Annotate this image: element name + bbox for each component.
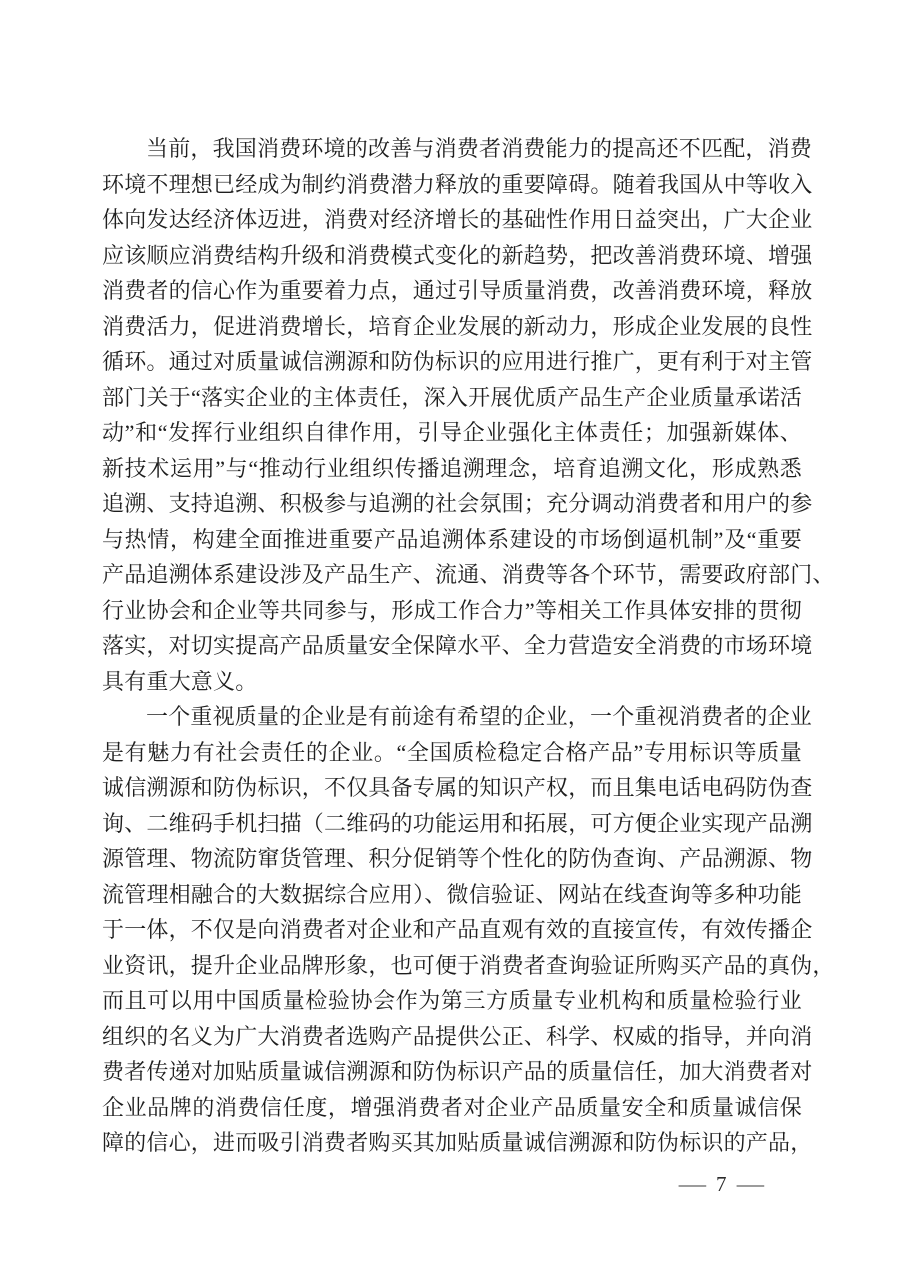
text-line: 源管理、物流防窜货管理、积分促销等个性化的防伪查询、产品溯源、物 <box>102 846 813 871</box>
text-line: 体向发达经济体迈进，消费对经济增长的基础性作用日益突出，广大企业 <box>102 207 813 232</box>
text-line: 业资讯，提升企业品牌形象，也可便于消费者查询验证所购买产品的真伪， <box>102 952 835 978</box>
paragraph-2 <box>102 699 835 1161</box>
text-line: 应该顺应消费结构升级和消费模式变化的新趋势，把改善消费环境、增强 <box>102 242 813 268</box>
page-number-value: 7 <box>716 1172 728 1196</box>
page-number-dash-right: — <box>736 1172 765 1196</box>
text-line: 而且可以用中国质量检验协会作为第三方质量专业机构和质量检验行业 <box>102 988 802 1013</box>
text-line: 动”和“发挥行业组织自律作用，引导企业强化主体责任；加强新媒体、 <box>102 420 802 445</box>
text-line: 一个重视质量的企业是有前途有希望的企业，一个重视消费者的企业 <box>146 704 813 729</box>
page-number-dash-left: — <box>678 1172 708 1196</box>
text-line: 是有魅力有社会责任的企业。“全国质检稳定合格产品”专用标识等质量 <box>102 739 802 765</box>
text-line: 具有重大意义。 <box>102 668 258 694</box>
text-line: 企业品牌的消费信任度，增强消费者对企业产品质量安全和质量诚信保 <box>102 1094 802 1120</box>
text-line: 诚信溯源和防伪标识，不仅具备专属的知识产权，而且集电话电码防伪查 <box>102 775 813 800</box>
text-line: 消费者的信心作为重要着力点，通过引导质量消费，改善消费环境，释放 <box>102 278 813 303</box>
paragraph-1 <box>102 131 835 699</box>
text-line: 产品追溯体系建设涉及产品生产、流通、消费等各个环节，需要政府部门、 <box>102 562 835 587</box>
text-line: 循环。通过对质量诚信溯源和防伪标识的应用进行推广，更有利于对主管 <box>102 349 813 374</box>
text-line: 环境不理想已经成为制约消费潜力释放的重要障碍。随着我国从中等收入 <box>102 171 813 197</box>
text-line: 当前，我国消费环境的改善与消费者消费能力的提高还不匹配，消费 <box>146 136 813 161</box>
text-line: 追溯、支持追溯、积极参与追溯的社会氛围；充分调动消费者和用户的参 <box>102 491 813 516</box>
text-line: 障的信心，进而吸引消费者购买其加贴质量诚信溯源和防伪标识的产品， <box>102 1130 813 1155</box>
text-line: 于一体，不仅是向消费者对企业和产品直观有效的直接宣传，有效传播企 <box>102 917 813 942</box>
text-line: 新技术运用”与“推动行业组织传播追溯理念，培育追溯文化，形成熟悉 <box>102 455 802 481</box>
text-line: 消费活力，促进消费增长，培育企业发展的新动力，形成企业发展的良性 <box>102 313 813 339</box>
text-line: 费者传递对加贴质量诚信溯源和防伪标识产品的质量信任，加大消费者对 <box>102 1059 813 1084</box>
text-line: 落实，对切实提高产品质量安全保障水平、全力营造安全消费的市场环境 <box>102 633 813 658</box>
page-number <box>678 1171 765 1197</box>
text-line: 流管理相融合的大数据综合应用）、微信验证、网站在线查询等多种功能 <box>102 881 802 907</box>
body-text <box>102 131 835 1161</box>
text-line: 部门关于“落实企业的主体责任，深入开展优质产品生产企业质量承诺活 <box>102 384 802 410</box>
text-line: 询、二维码手机扫描（二维码的功能运用和拓展，可方便企业实现产品溯 <box>102 810 813 836</box>
text-line: 组织的名义为广大消费者选购产品提供公正、科学、权威的指导，并向消 <box>102 1023 813 1049</box>
text-line: 与热情，构建全面推进重要产品追溯体系建设的市场倒逼机制”及“重要 <box>102 526 802 552</box>
text-line: 行业协会和企业等共同参与，形成工作合力”等相关工作具体安排的贯彻 <box>102 597 802 623</box>
